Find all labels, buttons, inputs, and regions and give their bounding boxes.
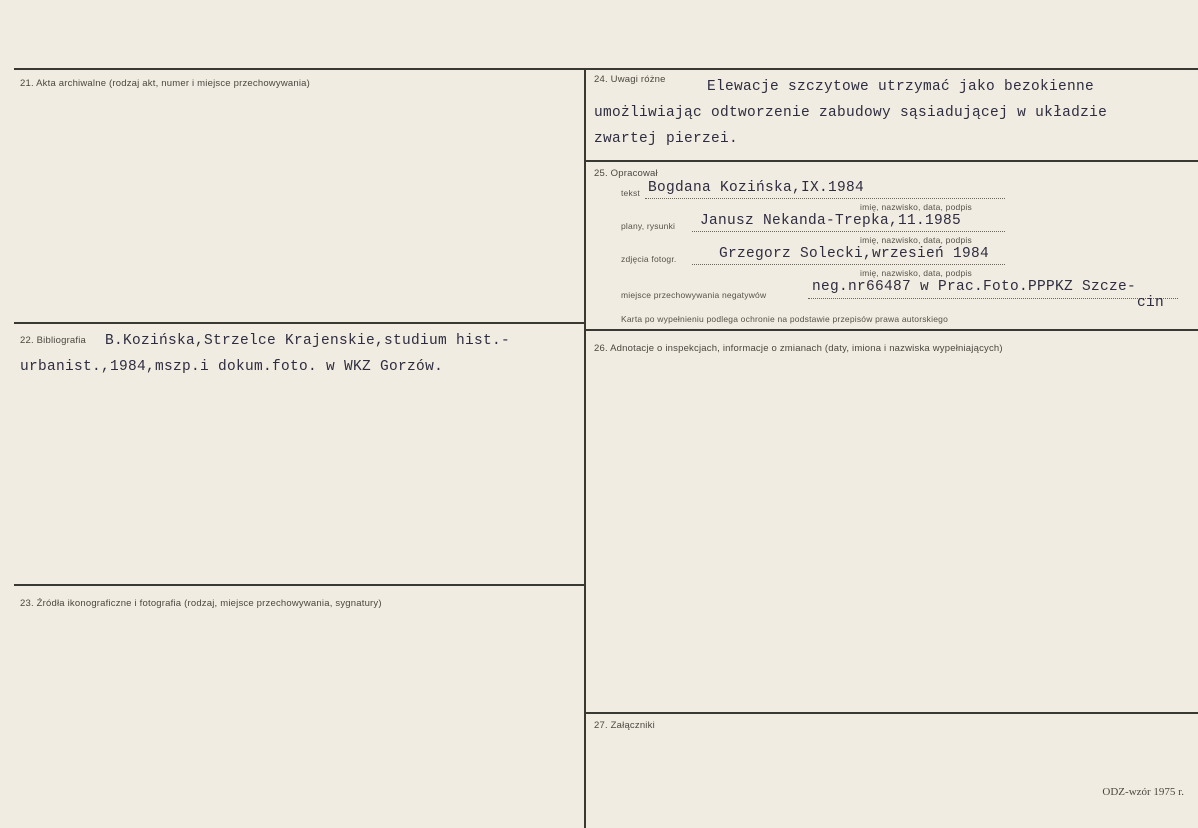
drawings-author-value: Janusz Nekanda-Trepka,11.1985 <box>700 213 962 229</box>
section-27-label: 27. Załączniki <box>594 720 655 731</box>
drawings-author-label: plany, rysunki <box>621 221 676 231</box>
negatives-location-value-continued: cin <box>1137 295 1165 311</box>
text-author-value: Bogdana Kozińska,IX.1984 <box>648 180 865 196</box>
section-25-label: 25. Opracował <box>594 168 658 179</box>
divider-21-22 <box>14 322 585 324</box>
remarks-line-3: zwartej pierzei. <box>594 131 739 147</box>
center-divider <box>584 68 586 828</box>
section-24-label: 24. Uwagi różne <box>594 74 666 85</box>
form-template-id: ODZ-wzór 1975 r. <box>1102 786 1184 798</box>
negatives-location-value: neg.nr66487 w Prac.Foto.PPPKZ Szcze- <box>812 279 1137 295</box>
text-author-caption: imię, nazwisko, data, podpis <box>860 202 972 212</box>
photos-author-caption: imię, nazwisko, data, podpis <box>860 268 972 278</box>
section-23-label: 23. Źródła ikonograficzne i fotografia (rodzaj, miejsce przechowywania, sygnatury) <box>20 598 382 609</box>
bibliography-line-1: B.Kozińska,Strzelce Krajenskie,studium hist.- <box>105 333 511 349</box>
divider-22-23 <box>14 584 585 586</box>
negatives-location-dotted-line <box>808 298 1178 299</box>
drawings-author-dotted-line <box>692 231 1005 232</box>
divider-25-26 <box>585 329 1198 331</box>
section-21-label: 21. Akta archiwalne (rodzaj akt, numer i miejsce przechowywania) <box>20 78 311 89</box>
copyright-note: Karta po wypełnieniu podlega ochronie na podstawie przepisów prawa autorskiego <box>621 314 948 324</box>
text-author-label: tekst <box>621 188 640 198</box>
negatives-location-label: miejsce przechowywania negatywów <box>621 290 767 300</box>
remarks-line-2: umożliwiając odtworzenie zabudowy sąsiadującej w układzie <box>594 105 1108 121</box>
photos-author-dotted-line <box>692 264 1005 265</box>
divider-24-25 <box>585 160 1198 162</box>
photos-author-label: zdjęcia fotogr. <box>621 254 677 264</box>
top-border <box>14 68 1198 70</box>
section-22-label: 22. Bibliografia <box>20 335 87 346</box>
text-author-dotted-line <box>645 198 1005 199</box>
remarks-line-1: Elewacje szczytowe utrzymać jako bezokienne <box>707 79 1095 95</box>
drawings-author-caption: imię, nazwisko, data, podpis <box>860 235 972 245</box>
section-26-label: 26. Adnotacje o inspekcjach, informacje o zmianach (daty, imiona i nazwiska wypełniających) <box>594 343 1003 354</box>
bibliography-line-2: urbanist.,1984,mszp.i dokum.foto. w WKZ Gorzów. <box>20 359 444 375</box>
divider-26-27 <box>585 712 1198 714</box>
photos-author-value: Grzegorz Solecki,wrzesień 1984 <box>719 246 990 262</box>
